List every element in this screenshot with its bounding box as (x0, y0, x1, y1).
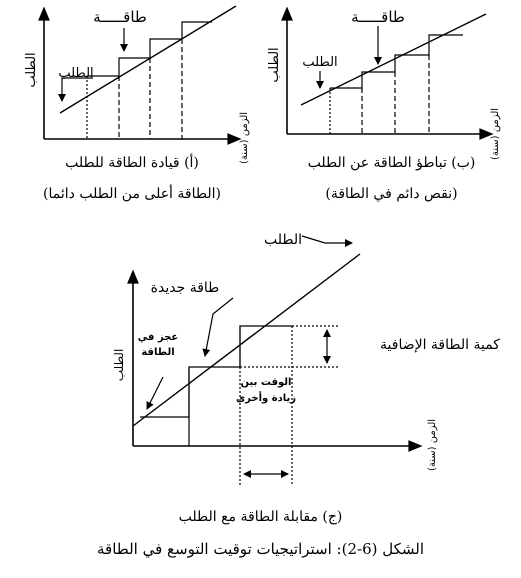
panel-b (282, 8, 492, 139)
panel-c-time-between-line1: الوقت بين (240, 377, 292, 388)
panel-b-subcaption: (نقص دائم في الطاقة) (325, 186, 458, 202)
panel-a-y-axis-label: الطلب (24, 52, 39, 88)
panel-c-deficit-arrow (147, 377, 163, 409)
panel-a-capacity-label: طاقـــــة (93, 8, 147, 26)
panel-b-x-axis-label: الزمن (سنة) (490, 107, 501, 161)
panel-a-x-axis-label: الزمن (سنة) (239, 111, 250, 165)
panel-b-capacity-steps (330, 35, 463, 88)
panel-a-demand-line (60, 6, 236, 113)
panel-c (128, 236, 421, 485)
panel-c-deficit-label-line2: الطاقة (141, 347, 175, 358)
panel-c-new-capacity-label: طاقة جديدة (150, 280, 220, 296)
panel-a-y-arrowhead (39, 8, 49, 20)
panel-c-time-between-line2: زيادة وأخرى (235, 393, 297, 404)
panel-b-y-arrowhead (282, 8, 292, 20)
panel-b-demand-label: الطلب (302, 55, 338, 70)
panel-c-demand-label: الطلب (263, 232, 303, 248)
panel-c-x-axis-label: الزمن (سنة) (427, 418, 438, 472)
panel-c-caption: (ج) مقابلة الطاقة مع الطلب (178, 509, 343, 525)
panel-c-demand-arrow (302, 236, 352, 243)
panel-c-x-arrowhead (409, 441, 421, 451)
panel-a-caption: (أ) قيادة الطاقة للطلب (65, 155, 199, 171)
panel-a-demand-label: الطلب (58, 66, 94, 81)
panel-b-y-axis-label: الطلب (267, 47, 282, 83)
panel-b-capacity-label: طاقـــــة (351, 8, 405, 26)
panel-a-subcaption: (الطاقة أعلى من الطلب دائما) (43, 186, 221, 202)
panel-c-deficit-label-line1: عجز في (137, 332, 179, 343)
panel-b-caption: (ب) تباطؤ الطاقة عن الطلب (307, 155, 476, 171)
figure-caption: الشكل (6-2): استراتيجيات توقيت التوسع في الطاقة (96, 540, 425, 558)
panel-c-y-axis-label: الطلب (112, 348, 126, 382)
panel-a-demand-arrow (62, 78, 93, 101)
panel-c-y-arrowhead (128, 271, 138, 283)
panel-c-additional-capacity-label: كمية الطاقة الإضافية (380, 337, 500, 353)
panel-c-new-capacity-arrow (205, 298, 233, 356)
